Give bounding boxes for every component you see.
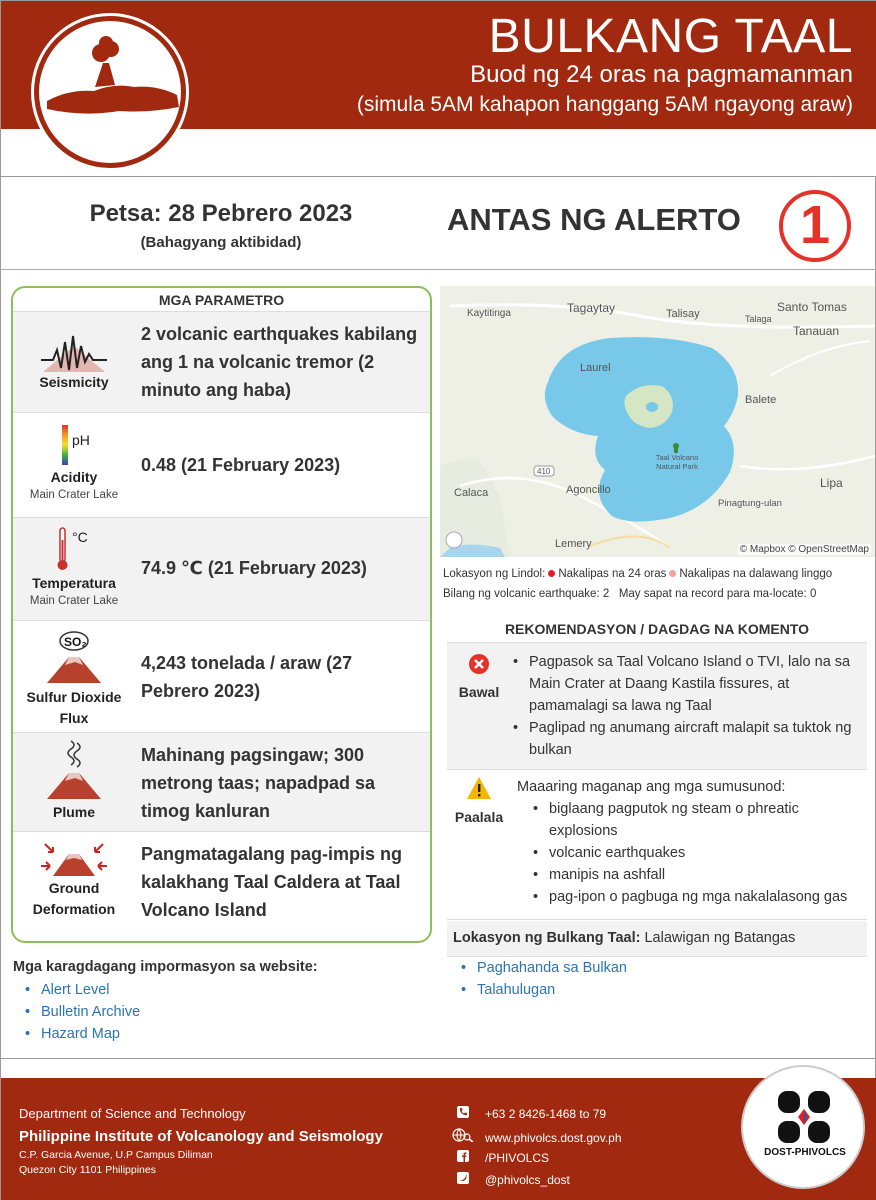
thermometer-icon xyxy=(13,526,135,577)
contact-facebook[interactable] xyxy=(455,1150,549,1165)
svg-text:SO₂: SO₂ xyxy=(64,635,87,649)
parameter-label: Sulfur Dioxide Flux xyxy=(26,689,122,726)
warning-icon xyxy=(447,776,511,805)
facebook-text: /PHIVOLCS xyxy=(485,1151,550,1165)
date-label: Petsa: 28 Pebrero 2023 xyxy=(89,200,353,227)
map-place: Balete xyxy=(745,394,777,406)
so2-volcano-icon xyxy=(13,629,135,690)
footer-institute: Philippine Institute of Volcanology and Seismology xyxy=(19,1128,383,1145)
facebook-icon xyxy=(455,1150,471,1165)
map-place: Pinagtung-ulan xyxy=(718,498,782,509)
parameter-row-acidity xyxy=(13,413,430,518)
quake-located: May sapat na record para ma-locate: 0 xyxy=(618,588,817,600)
paalala-item: • biglaang pagputok ng steam o phreatic explosions xyxy=(531,798,861,842)
map-place: Calaca xyxy=(454,487,489,499)
footer-address-line2: Quezon City 1101 Philippines xyxy=(19,1164,156,1176)
paalala-item: • pag-ipon o pagbuga ng mga nakalalasong gas xyxy=(531,886,861,908)
map-place: Taal Volcano Natural Park xyxy=(655,453,699,471)
map-place: Laurel xyxy=(580,362,611,374)
paalala-item: • volcanic earthquakes xyxy=(531,842,861,864)
location-label: Lokasyon ng Bulkang Taal: xyxy=(453,930,641,946)
parameter-label: Acidity xyxy=(50,469,98,485)
contact-twitter[interactable] xyxy=(455,1172,570,1187)
activity-label: (Bahagyang aktibidad) xyxy=(140,234,302,251)
parameter-value: Mahinang pagsingaw; 300 metrong taas; napadpad sa timog kanluran xyxy=(141,745,376,821)
contact-website[interactable] xyxy=(455,1128,622,1145)
paalala-item: • manipis na ashfall xyxy=(531,864,861,886)
link-alert-level[interactable]: Alert Level xyxy=(41,982,110,998)
location-value: Lalawigan ng Batangas xyxy=(644,930,796,946)
legend-prefix: Lokasyon ng Lindol: xyxy=(443,568,546,580)
parameter-value: 2 volcanic earthquakes kabilang ang 1 na volcanic tremor (2 minuto ang haba) xyxy=(141,324,418,400)
globe-search-icon xyxy=(451,1128,475,1145)
prohibited-icon xyxy=(447,653,511,680)
badge-label: DOST-PHIVOLCS xyxy=(764,1147,846,1158)
more-info-links xyxy=(21,979,140,1045)
parameter-row-so2 xyxy=(13,621,430,733)
map-road-number: 410 xyxy=(537,467,551,476)
page-period: (simula 5AM kahapon hanggang 5AM ngayong araw) xyxy=(356,93,853,116)
alert-level-badge: 1 xyxy=(779,190,851,262)
phone-text: +63 2 8426-1468 to 79 xyxy=(485,1107,607,1121)
quake-count: Bilang ng volcanic earthquake: 2 xyxy=(443,588,610,600)
footer-divider xyxy=(1,1058,876,1059)
seismograph-icon xyxy=(13,332,135,379)
more-info-title: Mga karagdagang impormasyon sa website: xyxy=(13,959,318,975)
map-place: Lipa xyxy=(820,476,843,490)
phone-icon xyxy=(455,1106,471,1121)
svg-text:°C: °C xyxy=(72,529,88,545)
phivolcs-emblem-icon xyxy=(774,1089,834,1150)
footer-address-line1: C.P. Garcia Avenue, U.P Campus Diliman xyxy=(19,1149,213,1161)
parameter-row-seismicity xyxy=(13,312,430,413)
plume-volcano-icon xyxy=(13,739,135,806)
map-legend xyxy=(443,568,832,580)
bawal-item: • Paglipad ng anumang aircraft malapit sa tuktok ng bulkan xyxy=(511,717,861,761)
twitter-icon xyxy=(455,1172,471,1187)
ph-scale-icon xyxy=(13,423,135,472)
parameter-row-deformation xyxy=(13,832,430,942)
map-place: Tagaytay xyxy=(567,301,616,315)
parameter-label: Temperatura xyxy=(32,575,116,591)
older-quake-dot-icon xyxy=(669,570,676,577)
alert-label: ANTAS NG ALERTO xyxy=(447,202,741,237)
map-place: Talisay xyxy=(666,308,700,320)
page-title: BULKANG TAAL xyxy=(488,10,853,63)
paalala-intro: Maaaring maganap ang mga sumusunod: xyxy=(517,779,786,795)
contact-phone[interactable] xyxy=(455,1106,606,1121)
parameter-row-plume xyxy=(13,733,430,832)
recommendations-heading: REKOMENDASYON / DAGDAG NA KOMENTO xyxy=(504,621,810,637)
parameter-value: 74.9 ℃ (21 February 2023) xyxy=(141,558,367,578)
parameter-value: 0.48 (21 February 2023) xyxy=(141,455,341,475)
map-place: Kaytitinga xyxy=(467,308,511,319)
website-text: www.phivolcs.dost.gov.ph xyxy=(485,1131,622,1145)
legend-recent: Nakalipas na 24 oras xyxy=(558,568,667,580)
recent-quake-dot-icon xyxy=(548,570,555,577)
quake-count-line xyxy=(443,588,816,600)
right-links xyxy=(457,957,627,1001)
map-place: Tanauan xyxy=(793,324,840,338)
parameter-value: 4,243 tonelada / araw (27 Pebrero 2023) xyxy=(141,653,353,701)
date-alert-row xyxy=(1,178,876,270)
link-talahulugan[interactable]: Talahulugan xyxy=(477,982,556,998)
twitter-text: @phivolcs_dost xyxy=(485,1173,570,1187)
parameters-panel xyxy=(11,286,432,943)
parameter-label: Plume xyxy=(52,804,95,820)
link-hazard-map[interactable]: Hazard Map xyxy=(41,1026,120,1042)
link-bulletin-archive[interactable]: Bulletin Archive xyxy=(41,1004,141,1020)
parameter-sublabel: Main Crater Lake xyxy=(29,595,119,607)
rec-bawal-section xyxy=(447,642,867,770)
dost-phivolcs-logo xyxy=(741,1065,865,1189)
link-paghahanda[interactable]: Paghahanda sa Bulkan xyxy=(477,960,627,976)
footer-dept: Department of Science and Technology xyxy=(19,1106,246,1121)
map-attribution[interactable]: © Mapbox © OpenStreetMap xyxy=(739,544,869,555)
taal-logo-icon xyxy=(39,21,181,163)
bawal-label: Bawal xyxy=(458,684,500,700)
parameter-row-temperature xyxy=(13,518,430,621)
paalala-label: Paalala xyxy=(454,809,504,825)
map-place: Talaga xyxy=(745,314,772,324)
rec-paalala-section xyxy=(447,770,867,920)
svg-text:pH: pH xyxy=(72,432,90,448)
map-place: Santo Tomas xyxy=(777,300,847,314)
bawal-item: • Pagpasok sa Taal Volcano Island o TVI, lalo na sa Main Crater at Daang Kastila fissures, at pamamalagi sa lawa ng Taal xyxy=(511,651,861,717)
map-place: Lemery xyxy=(555,538,592,550)
parameter-sublabel: Main Crater Lake xyxy=(29,489,119,501)
parameter-value: Pangmatagalang pag-impis ng kalakhang Taal Caldera at Taal Volcano Island xyxy=(141,844,403,920)
legend-older: Nakalipas na dalawang linggo xyxy=(679,568,833,580)
parameter-label: Seismicity xyxy=(39,374,109,390)
taal-map[interactable] xyxy=(440,286,875,557)
map-place: Agoncillo xyxy=(566,484,611,496)
parameters-heading: MGA PARAMETRO xyxy=(13,288,430,312)
page-subtitle: Buod ng 24 oras na pagmamanman xyxy=(470,61,853,88)
volcano-location xyxy=(447,921,867,957)
parameter-label: Ground Deformation xyxy=(32,880,116,917)
